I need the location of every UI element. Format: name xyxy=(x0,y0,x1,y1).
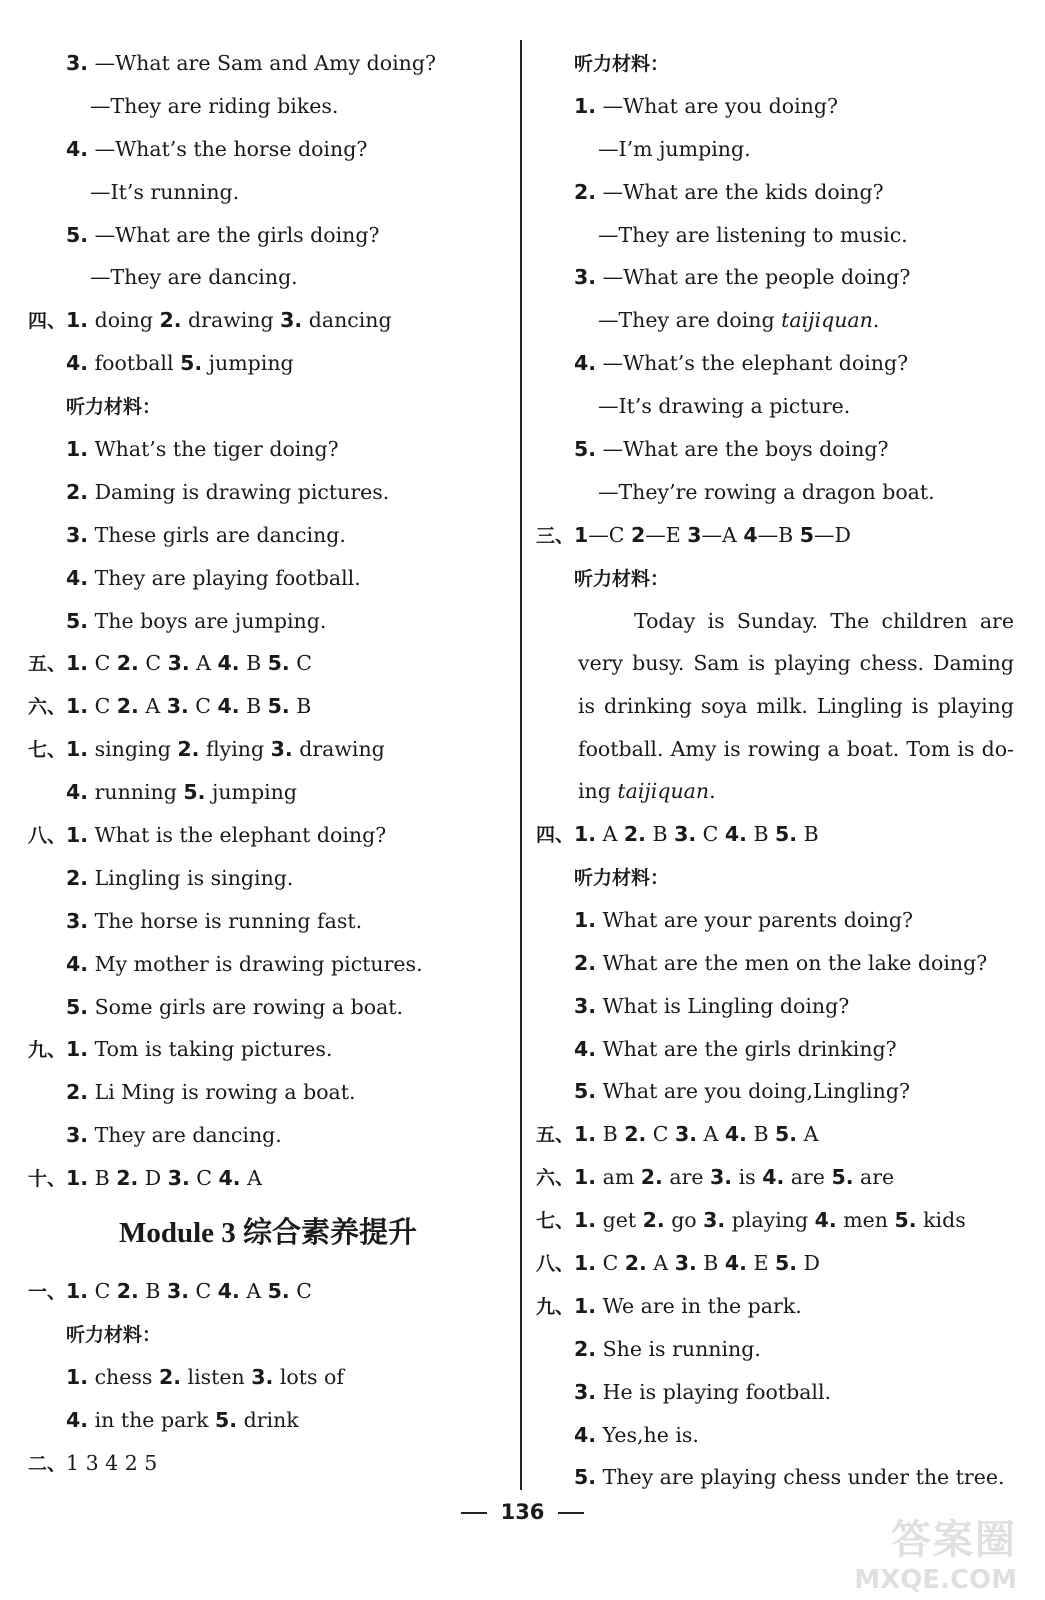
item-text: We are in the park. xyxy=(596,1293,802,1318)
item-text: Li Ming is rowing a boat. xyxy=(88,1080,356,1105)
answer-line xyxy=(28,1028,508,1071)
answer-line xyxy=(28,1270,508,1313)
item-text: B xyxy=(239,694,268,719)
section-number: 九、 xyxy=(28,1039,67,1062)
answer-line xyxy=(28,385,508,428)
answer-line xyxy=(28,42,508,85)
item-text: B xyxy=(138,1279,167,1304)
answer-line xyxy=(28,1442,508,1485)
answer-line xyxy=(28,1114,508,1157)
item-text: C xyxy=(596,1251,625,1275)
answer-line xyxy=(536,214,1026,257)
item-italic: taijiquan xyxy=(781,308,873,333)
item-number: 4. xyxy=(66,136,89,161)
section-number: 八、 xyxy=(536,1253,575,1275)
section-number: 四、 xyxy=(28,310,67,333)
item-number: 5. xyxy=(215,1407,238,1432)
answer-line xyxy=(28,256,508,299)
section-number: 八、 xyxy=(28,825,67,848)
answer-line xyxy=(28,1356,508,1399)
section-number: 七、 xyxy=(536,1210,575,1233)
item-number: 4. xyxy=(217,651,240,676)
item-text: 1 3 4 2 5 xyxy=(66,1450,158,1475)
answer-line xyxy=(28,943,508,986)
item-text: drawing xyxy=(181,308,281,333)
section-number: 三、 xyxy=(536,524,575,547)
item-number: 3. xyxy=(674,1122,698,1147)
answer-line xyxy=(536,899,1026,942)
item-text: jumping xyxy=(205,780,297,805)
item-text: doing xyxy=(88,308,160,333)
item-text: —C xyxy=(588,522,631,547)
item-text: D xyxy=(797,1251,820,1275)
answer-line xyxy=(536,1070,1026,1113)
item-number: 2. xyxy=(640,1165,663,1190)
item-number: 1 xyxy=(574,522,589,547)
answer-line xyxy=(536,42,1026,85)
listening-label: 听力材料： xyxy=(574,53,670,75)
item-text: She is running. xyxy=(596,1336,761,1361)
item-number: 2. xyxy=(574,179,597,204)
section-number: 一、 xyxy=(28,1281,67,1304)
item-number: 5. xyxy=(775,822,798,847)
item-number: 5. xyxy=(183,780,206,805)
item-text: A xyxy=(239,1279,268,1304)
watermark-url-text: MXQE.COM xyxy=(854,1565,1017,1595)
answer-line xyxy=(536,985,1026,1028)
answer-line xyxy=(536,256,1026,299)
item-text: —They are listening to music. xyxy=(598,222,908,247)
item-number: 3. xyxy=(574,265,597,290)
item-number: 5. xyxy=(894,1208,917,1233)
item-text: Lingling is singing. xyxy=(88,865,294,890)
section-number: 六、 xyxy=(28,696,67,719)
item-number: 4. xyxy=(217,1279,240,1304)
watermark-logo xyxy=(817,1508,1017,1595)
item-text: B xyxy=(645,822,675,847)
item-text: lots of xyxy=(273,1364,344,1389)
answer-line xyxy=(28,814,508,857)
item-number: 2. xyxy=(574,1336,597,1361)
item-text: B xyxy=(746,1122,776,1147)
item-number: 1. xyxy=(66,1037,89,1062)
section-number: 二、 xyxy=(28,1452,67,1475)
item-text: A xyxy=(697,1122,725,1147)
item-text: C xyxy=(188,694,218,719)
item-text: —They are doing xyxy=(598,308,782,333)
item-number: 5. xyxy=(66,994,89,1019)
item-number: 4. xyxy=(814,1208,837,1233)
item-number: 1. xyxy=(66,823,89,848)
section-title xyxy=(28,1200,508,1270)
item-number: 5. xyxy=(775,1122,798,1147)
section-number: 五、 xyxy=(28,653,67,676)
item-text-after: . xyxy=(872,308,880,333)
answer-line xyxy=(536,1328,1026,1371)
item-text: —B xyxy=(757,522,800,547)
item-number: 3 xyxy=(687,522,702,547)
item-text: B xyxy=(696,1251,725,1275)
item-text: E xyxy=(746,1251,775,1275)
item-text: They are dancing. xyxy=(88,1123,282,1148)
answer-line xyxy=(536,385,1026,428)
item-number: 3. xyxy=(703,1208,726,1233)
item-text: B xyxy=(88,1166,117,1191)
answer-line xyxy=(28,642,508,685)
item-number: 4. xyxy=(574,1036,597,1061)
item-number: 5. xyxy=(267,694,290,719)
answer-line xyxy=(28,1399,508,1442)
item-number: 2. xyxy=(158,1364,182,1389)
item-number: 4. xyxy=(762,1165,785,1190)
item-text: am xyxy=(596,1165,641,1190)
left-column xyxy=(28,42,508,1485)
item-number: 4. xyxy=(724,822,747,847)
answer-line xyxy=(536,1113,1026,1156)
listening-label: 听力材料： xyxy=(574,866,670,889)
item-text: —E xyxy=(645,522,688,547)
answer-line xyxy=(536,342,1026,385)
listening-label: 听力材料： xyxy=(66,1323,162,1346)
section-number: 十、 xyxy=(28,1168,67,1191)
item-text: —I’m jumping. xyxy=(598,136,751,161)
item-text: Some girls are rowing a boat. xyxy=(88,994,404,1019)
item-number: 3. xyxy=(66,1123,89,1148)
item-number: 2. xyxy=(66,865,89,890)
answer-line xyxy=(536,1456,1026,1499)
answer-line xyxy=(536,856,1026,899)
answer-line xyxy=(28,600,508,643)
item-text: —They’re rowing a dragon boat. xyxy=(598,479,935,504)
answer-line xyxy=(28,771,508,814)
item-number: 1. xyxy=(574,1122,597,1147)
item-number: 2. xyxy=(66,1080,89,1105)
item-number: 1. xyxy=(574,907,597,932)
item-text: —What are Sam and Amy doing? xyxy=(88,51,436,75)
item-number: 3. xyxy=(674,1251,697,1275)
item-number: 4. xyxy=(66,780,89,805)
item-number: 3. xyxy=(66,522,89,547)
item-number: 2. xyxy=(624,1122,647,1147)
item-number: 4. xyxy=(66,1407,89,1432)
item-text: —A xyxy=(701,522,744,547)
item-text: —What are the girls doing? xyxy=(88,222,380,247)
item-text: C xyxy=(138,651,168,676)
item-number: 4. xyxy=(574,351,597,376)
section-number: 六、 xyxy=(536,1167,575,1190)
answer-line xyxy=(28,986,508,1029)
item-number: 2. xyxy=(624,1251,647,1275)
item-number: 4. xyxy=(66,951,89,976)
item-number: 2. xyxy=(116,651,139,676)
item-text: C xyxy=(696,822,725,847)
item-text: football xyxy=(88,351,181,376)
item-number: 3. xyxy=(166,1279,190,1304)
item-text: B xyxy=(797,822,819,847)
item-number: 1. xyxy=(574,1165,597,1190)
item-number: 4. xyxy=(66,565,89,590)
answer-line xyxy=(536,428,1026,471)
answer-line xyxy=(536,171,1026,214)
item-number: 1. xyxy=(574,1293,597,1318)
answer-line xyxy=(28,857,508,900)
item-number: 2. xyxy=(116,694,139,719)
item-text: —It’s running. xyxy=(90,179,240,204)
item-text: C xyxy=(189,1279,218,1304)
item-text: My mother is drawing pictures. xyxy=(88,951,423,976)
item-number: 5. xyxy=(574,437,597,462)
item-text: singing xyxy=(88,737,178,762)
item-text: dancing xyxy=(302,308,392,333)
item-text: He is playing football. xyxy=(596,1379,832,1404)
item-text: What is the elephant doing? xyxy=(88,823,387,848)
item-number: 2. xyxy=(623,822,646,847)
section-number: 七、 xyxy=(28,739,67,762)
item-text: B xyxy=(746,822,776,847)
item-text: A xyxy=(797,1122,819,1147)
answer-line xyxy=(536,1414,1026,1457)
item-text: is xyxy=(732,1165,763,1190)
item-text: A xyxy=(646,1251,675,1275)
item-text: C xyxy=(88,1279,117,1304)
item-text: What is Lingling doing? xyxy=(596,993,850,1018)
item-number: 1. xyxy=(574,822,597,847)
item-text: go xyxy=(664,1208,704,1233)
item-number: 3. xyxy=(280,308,303,333)
item-text: The boys are jumping. xyxy=(88,608,327,633)
item-number: 4. xyxy=(217,694,240,719)
answer-line xyxy=(536,514,1026,557)
item-text: What are your parents doing? xyxy=(596,907,914,932)
item-number: 1. xyxy=(574,1208,597,1233)
listening-label: 听力材料： xyxy=(574,567,670,590)
item-number: 5. xyxy=(774,1251,797,1275)
item-number: 4. xyxy=(66,351,89,376)
item-number: 1. xyxy=(66,737,89,762)
item-number: 3. xyxy=(674,822,697,847)
item-text: A xyxy=(596,822,624,847)
item-number: 1. xyxy=(66,1166,89,1191)
item-number: 5. xyxy=(831,1165,854,1190)
item-text: C xyxy=(88,694,117,719)
item-text: —D xyxy=(813,522,851,547)
item-number: 3. xyxy=(270,737,293,762)
answer-line xyxy=(28,1313,508,1356)
right-column xyxy=(536,42,1026,1499)
item-text: B xyxy=(239,651,268,676)
answer-line xyxy=(28,85,508,128)
section-title-en: Module 3 xyxy=(118,1217,244,1250)
item-text: D xyxy=(138,1166,168,1191)
answer-line xyxy=(536,1371,1026,1414)
item-number: 5. xyxy=(66,608,89,633)
answer-line xyxy=(536,1156,1026,1199)
section-number: 九、 xyxy=(536,1295,575,1318)
item-text: —What are you doing? xyxy=(596,93,838,118)
item-number: 4. xyxy=(218,1166,241,1191)
item-number: 4. xyxy=(724,1122,747,1147)
item-number: 2. xyxy=(159,308,182,333)
item-number: 5 xyxy=(799,522,814,547)
item-number: 3. xyxy=(574,1379,597,1404)
paragraph-italic: taijiquan xyxy=(617,779,710,804)
item-text: What are the girls drinking? xyxy=(596,1036,897,1061)
item-number: 5. xyxy=(66,222,89,247)
section-number: 四、 xyxy=(536,824,575,847)
item-text: Yes,he is. xyxy=(596,1422,699,1447)
item-text: playing xyxy=(725,1208,815,1233)
item-text: chess xyxy=(88,1364,159,1389)
item-text: in the park xyxy=(88,1407,216,1432)
item-text: flying xyxy=(199,737,271,762)
item-number: 5. xyxy=(574,1079,597,1104)
answer-line xyxy=(536,85,1026,128)
item-text: What are the men on the lake doing? xyxy=(596,950,988,975)
item-text: —What’s the horse doing? xyxy=(88,136,368,161)
item-text: C xyxy=(289,651,312,676)
answer-line xyxy=(28,299,508,342)
answer-line xyxy=(28,685,508,728)
item-text: men xyxy=(836,1208,895,1233)
item-number: 1. xyxy=(66,1279,89,1304)
item-number: 3. xyxy=(166,694,189,719)
item-number: 5. xyxy=(267,1279,290,1304)
item-text: kids xyxy=(916,1208,966,1233)
answer-line xyxy=(28,728,508,771)
item-number: 5. xyxy=(180,351,203,376)
answer-line xyxy=(28,214,508,257)
item-number: 2 xyxy=(630,522,646,547)
item-text: They are playing football. xyxy=(88,565,361,590)
item-number: 1. xyxy=(66,694,89,719)
answer-line xyxy=(536,557,1026,600)
item-text: What are you doing,Lingling? xyxy=(596,1079,910,1104)
item-text: They are playing chess under the tree. xyxy=(596,1465,1005,1490)
item-text: Daming is drawing pictures. xyxy=(88,479,390,504)
answer-line xyxy=(536,299,1026,342)
item-number: 2. xyxy=(177,737,200,762)
item-number: 1. xyxy=(66,1364,89,1389)
item-number: 1. xyxy=(66,651,89,676)
item-number: 3. xyxy=(167,651,190,676)
answer-line xyxy=(536,1028,1026,1071)
item-text: A xyxy=(189,651,218,676)
item-text: C xyxy=(289,1279,312,1304)
page-number: 136 xyxy=(500,1500,545,1524)
item-number: 2. xyxy=(116,1166,139,1191)
item-number: 2. xyxy=(66,479,89,504)
item-text: —They are riding bikes. xyxy=(90,93,339,118)
answer-line xyxy=(536,128,1026,171)
item-text: —It’s drawing a picture. xyxy=(598,394,851,419)
answer-line xyxy=(536,1242,1026,1285)
item-text: B xyxy=(289,694,312,719)
item-number: 3. xyxy=(167,1166,190,1191)
item-number: 1. xyxy=(66,308,89,333)
item-number: 4 xyxy=(743,522,758,547)
answer-line xyxy=(28,428,508,471)
answer-line xyxy=(28,900,508,943)
paragraph-lead: Today is Sunday. The children are very busy. Sam is playing chess. Daming is drinking soya milk. Lingling is playing football. Amy is rowing a boat. Tom is do-ing xyxy=(578,608,1014,804)
item-text: drink xyxy=(237,1407,299,1432)
paragraph-after: . xyxy=(709,779,716,804)
item-number: 2. xyxy=(642,1208,665,1233)
item-number: 3. xyxy=(710,1165,733,1190)
item-text: —What are the people doing? xyxy=(596,265,911,290)
column-divider xyxy=(520,40,522,1490)
item-number: 2. xyxy=(116,1279,139,1304)
section-title-zh: 综合素养提升 xyxy=(243,1215,418,1250)
answer-line xyxy=(536,471,1026,514)
item-text: drawing xyxy=(292,737,385,762)
item-number: 5. xyxy=(574,1465,597,1490)
answer-line xyxy=(28,514,508,557)
item-text: A xyxy=(138,694,167,719)
answer-line xyxy=(536,1285,1026,1328)
item-text: jumping xyxy=(202,351,294,376)
item-text: These girls are dancing. xyxy=(88,522,346,547)
item-text: C xyxy=(646,1122,675,1147)
item-number: 1. xyxy=(574,93,597,118)
answer-line xyxy=(28,171,508,214)
item-text: Tom is taking pictures. xyxy=(88,1037,333,1062)
item-number: 1. xyxy=(66,437,89,462)
item-text: —What’s the elephant doing? xyxy=(596,351,909,376)
listening-paragraph xyxy=(536,600,1014,814)
item-text: What’s the tiger doing? xyxy=(88,437,339,462)
item-text: get xyxy=(596,1208,643,1233)
item-number: 3. xyxy=(251,1364,274,1389)
item-number: 1. xyxy=(574,1251,597,1275)
item-text: B xyxy=(596,1122,625,1147)
answer-line xyxy=(28,1071,508,1114)
item-text: are xyxy=(784,1165,832,1190)
item-number: 5. xyxy=(267,651,290,676)
item-text: The horse is running fast. xyxy=(88,908,363,933)
item-number: 3. xyxy=(66,51,89,75)
item-number: 3. xyxy=(574,993,597,1018)
answer-line xyxy=(536,942,1026,985)
item-text: —They are dancing. xyxy=(90,265,298,290)
listening-label: 听力材料： xyxy=(66,396,162,419)
item-text: —What are the kids doing? xyxy=(596,179,884,204)
item-text: C xyxy=(88,651,117,676)
item-number: 4. xyxy=(724,1251,747,1275)
answer-line xyxy=(28,128,508,171)
item-text: A xyxy=(240,1166,262,1191)
item-number: 4. xyxy=(574,1422,597,1447)
item-text: running xyxy=(88,780,184,805)
answer-line xyxy=(28,471,508,514)
item-text: C xyxy=(189,1166,219,1191)
answer-line xyxy=(28,1157,508,1200)
item-number: 3. xyxy=(66,908,89,933)
item-text: are xyxy=(853,1165,895,1190)
answer-line xyxy=(28,342,508,385)
section-number: 五、 xyxy=(536,1124,575,1147)
watermark-main-text: 答案圈 xyxy=(891,1517,1017,1563)
item-text: are xyxy=(662,1165,711,1190)
answer-line xyxy=(28,557,508,600)
answer-line xyxy=(536,813,1026,856)
answer-line xyxy=(536,1199,1026,1242)
item-text: listen xyxy=(181,1364,252,1389)
item-text: —What are the boys doing? xyxy=(596,437,889,462)
item-number: 2. xyxy=(574,950,597,975)
